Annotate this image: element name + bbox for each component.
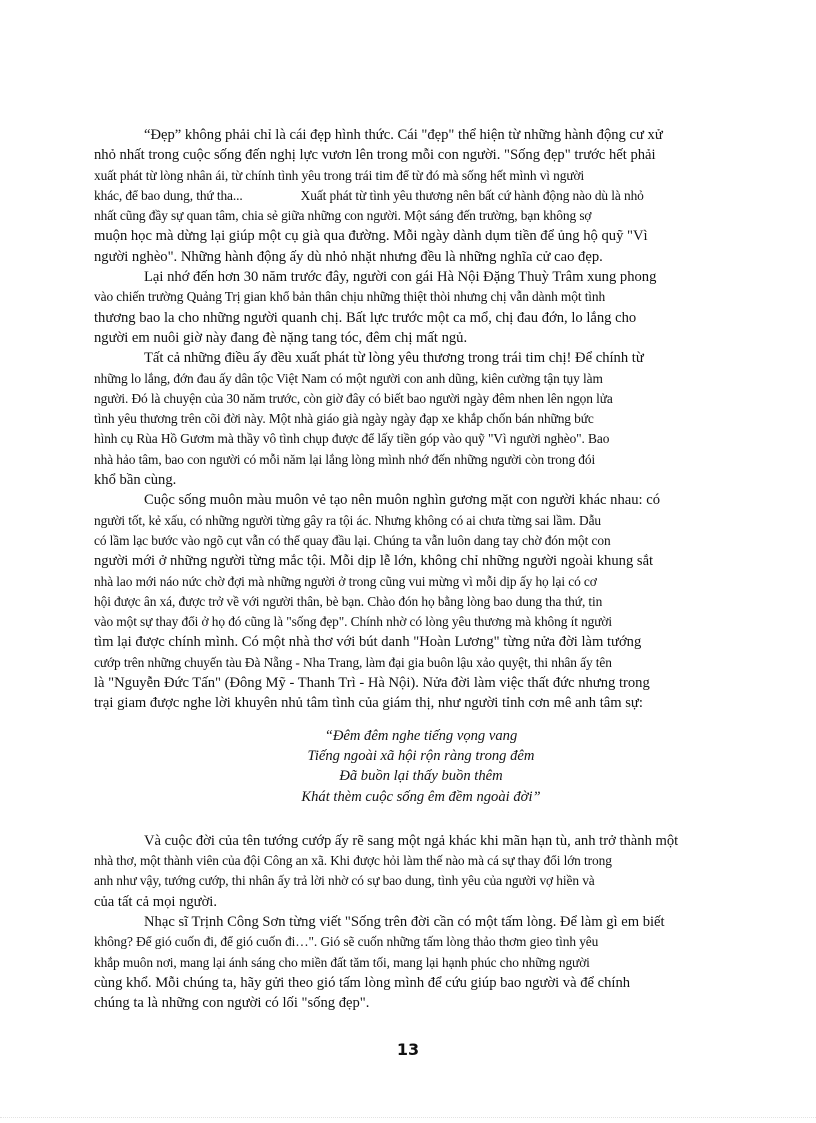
text-line: Tất cả những điều ấy đều xuất phát từ lòng yêu thương trong trái tim chị! Để chính từ bbox=[144, 350, 644, 367]
text-line: vào chiến trường Quảng Trị gian khổ bản thân chịu những thiệt thòi nhưng chị vẫn dành một tình bbox=[94, 289, 606, 305]
text-line: nhà thơ, một thành viên của đội Công an xã. Khi được hỏi làm thế nào mà cá sự thay đổi lớn trong bbox=[94, 853, 612, 869]
text-line: hội được ân xá, được trở về với người thân, bè bạn. Chào đón họ bằng lòng bao dung tha thứ, tin bbox=[94, 593, 603, 609]
text-line: khắp muôn nơi, mang lại ánh sáng cho miền đất tăm tối, mang lại hạnh phúc cho những người bbox=[94, 954, 590, 970]
text-line: Nhạc sĩ Trịnh Công Sơn từng viết "Sống trên đời cần có một tấm lòng. Để làm gì em biết bbox=[144, 913, 665, 930]
text-line: Lại nhớ đến hơn 30 năm trước đây, người con gái Hà Nội Đặng Thuỳ Trâm xung phong bbox=[144, 269, 657, 286]
text-line: người tốt, kẻ xấu, có những người từng gây ra tội ác. Nhưng không có ai chưa từng sai lầm. Dẫu bbox=[94, 512, 602, 528]
text-line: nhà hảo tâm, bao con người có mỗi năm lại lắng lòng mình nhớ đến những người còn trong đói bbox=[94, 451, 596, 467]
text-line: trại giam được nghe lời khuyên nhủ tâm tình của giám thị, như người tỉnh cơn mê anh tâm sự: bbox=[94, 695, 643, 712]
text-line: xuất phát từ lòng nhân ái, từ chính tình yêu trong trái tim để từ đó mà sống hết mình vì người bbox=[94, 167, 585, 183]
text-line: tình yêu thương trên cõi đời này. Một nhà giáo già ngày ngày đạp xe khắp chốn bán những bức bbox=[94, 411, 594, 427]
text-line: người. Đó là chuyện của 30 năm trước, còn giờ đây có biết bao người ngày đêm nhen lên ngọn lửa bbox=[94, 390, 613, 406]
text-line: không? Để gió cuốn đi, để gió cuốn đi…". Gió sẽ cuốn những tấm lòng thảo thơm gieo tình yêu bbox=[94, 934, 599, 950]
text-line: những lo lắng, đớn đau ấy dân tộc Việt Nam có một người con anh dũng, kiên cường tận tụy làm bbox=[94, 370, 603, 386]
text-line: người mới ở những người từng mắc tội. Mỗi dịp lễ lớn, không chỉ những người ngoài khung sắt bbox=[94, 553, 654, 570]
poem-line: “Đêm đêm nghe tiếng vọng vang bbox=[324, 727, 518, 744]
paragraph-6 bbox=[94, 912, 744, 1013]
text-line: nhỏ nhất trong cuộc sống đến nghị lực vươn lên trong mỗi con người. "Sống đẹp" trước hết phải bbox=[94, 147, 656, 164]
text-line: nhất cũng đầy sự quan tâm, chia sẻ giữa những con người. Một sáng đến trường, bạn không sợ bbox=[94, 208, 592, 224]
paragraph-5 bbox=[94, 831, 744, 912]
text-line: thương bao la cho những người quanh chị. Bất lực trước một ca mổ, chị đau đớn, lo lắng cho bbox=[94, 309, 637, 326]
paragraph-2 bbox=[94, 267, 744, 348]
text-line: anh như vậy, tướng cướp, thi nhân ấy trả lời nhờ có sự bao dung, tình yêu của người vợ hiền và bbox=[94, 873, 595, 889]
text-line: chúng ta là những con người có lối "sống đẹp". bbox=[94, 995, 370, 1012]
poem-quote bbox=[94, 726, 744, 807]
text-line: Và cuộc đời của tên tướng cướp ấy rẽ sang một ngả khác khi mãn hạn tù, anh trở thành một bbox=[144, 832, 679, 849]
text-line: có lầm lạc bước vào ngõ cụt vẫn có thể quay đầu lại. Chúng ta vẫn luôn dang tay chờ đón một con bbox=[94, 532, 611, 548]
text-line: người em nuôi giờ này đang đè nặng tang tóc, đêm chị mất ngủ. bbox=[94, 329, 468, 346]
text-line: “Đẹp” không phải chỉ là cái đẹp hình thức. Cái "đẹp" thể hiện từ những hành động cư xử bbox=[144, 127, 663, 143]
poem-line: Đã buồn lại thấy buồn thêm bbox=[339, 768, 503, 785]
text-line: Cuộc sống muôn màu muôn vẻ tạo nên muôn nghìn gương mặt con người khác nhau: có bbox=[144, 492, 661, 509]
essay-body bbox=[94, 125, 744, 1013]
page-bottom-divider bbox=[0, 1117, 816, 1118]
text-line: cướp trên những chuyến tàu Đà Nẵng - Nha Trang, làm đại gia buôn lậu xảo quyệt, thi nhân ấy tên bbox=[94, 654, 612, 670]
poem-line: Khát thèm cuộc sống êm đềm ngoài đời” bbox=[301, 788, 541, 805]
text-line: người nghèo". Những hành động ấy dù nhỏ nhặt nhưng đều là những nghĩa cử cao đẹp. bbox=[94, 248, 603, 265]
text-line: khổ bần cùng. bbox=[94, 472, 177, 489]
poem-line: Tiếng ngoài xã hội rộn ràng trong đêm bbox=[307, 747, 535, 764]
text-line: của tất cả mọi người. bbox=[94, 893, 218, 910]
page-number: 13 bbox=[396, 1040, 420, 1059]
paragraph-1 bbox=[94, 125, 744, 267]
text-line: muộn học mà dừng lại giúp một cụ già qua đường. Mỗi ngày dành dụm tiền để ủng hộ quỹ "Vì bbox=[94, 228, 648, 245]
paragraph-4 bbox=[94, 490, 744, 713]
text-line: vào một sự thay đổi ở họ đó cũng là "sống đẹp". Chính nhờ có lòng yêu thương mà không ít người bbox=[94, 614, 613, 630]
text-fragment: Xuất phát từ tình yêu thương nên bất cứ hành động nào dù là nhỏ bbox=[300, 187, 644, 203]
text-line: tìm lại được chính mình. Có một nhà thơ với bút danh "Hoàn Lương" từng nửa đời làm tướng bbox=[94, 634, 642, 651]
text-fragment: khác, để bao dung, thứ tha... bbox=[94, 187, 243, 203]
text-line: nhà lao mới náo nức chờ đợi mà những người ở trong cũng vui mừng vì mỗi dịp ấy họ lại có cơ bbox=[94, 573, 597, 589]
text-line: hình cụ Rùa Hồ Gươm mà thầy vô tình chụp được để lấy tiền góp vào quỹ "Vì người nghèo". Bao bbox=[94, 431, 610, 447]
text-line: cùng khổ. Mỗi chúng ta, hãy gửi theo gió tấm lòng mình để cứu giúp bao người và để chính bbox=[94, 974, 631, 991]
text-line bbox=[94, 186, 744, 206]
paragraph-3 bbox=[94, 348, 744, 490]
text-line: là "Nguyễn Đức Tấn" (Đông Mỹ - Thanh Trì - Hà Nội). Nửa đời làm việc thất đức nhưng trong bbox=[94, 675, 650, 692]
